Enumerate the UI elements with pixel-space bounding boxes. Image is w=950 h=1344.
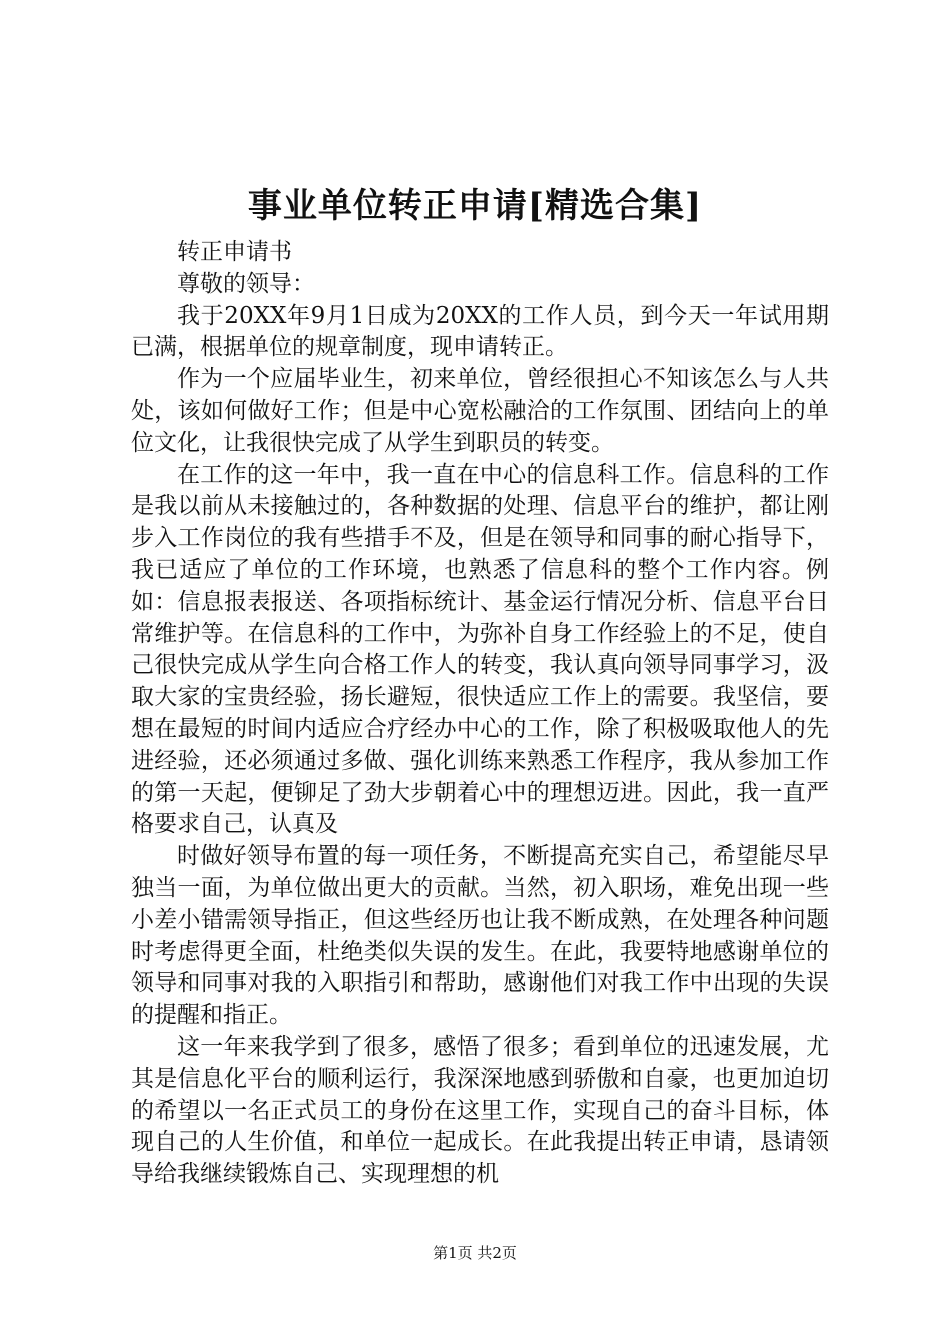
page-number-footer: 第1页 共2页	[433, 1244, 517, 1262]
paragraph: 在工作的这一年中，我一直在中心的信息科工作。信息科的工作是我以前从未接触过的，各种数据的处理、信息平台的维护，都让刚步入工作岗位的我有些措手不及，但是在领导和同事的耐心指导下，我已适应了单位的工作环境，也熟悉了信息科的整个工作内容。例如：信息报表报送、各项指标统计、基金运行情况分析、信息平台日常维护等。在信息科的工作中，为弥补自身工作经验上的不足，使自己很快完成从学生向合格工作人的转变，我认真向领导同事学习，汲取大家的宝贵经验，扬长避短，很快适应工作上的需要。我坚信，要想在最短的时间内适应合疗经办中心的工作，除了积极吸取他人的先进经验，还必须通过多做、强化训练来熟悉工作程序，我从参加工作的第一天起，便铆足了劲大步朝着心中的理想迈进。因此，我一直严格要求自己，认真及	[131, 461, 829, 838]
paragraph-salutation: 尊敬的领导：	[177, 270, 315, 297]
document-body	[131, 237, 829, 1191]
page-title: 事业单位转正申请[精选合集]	[247, 186, 703, 226]
paragraph: 我于20XX年9月1日成为20XX的工作人员，到今天一年试用期已满，根据单位的规章制度，现申请转正。	[131, 302, 829, 361]
paragraph: 这一年来我学到了很多，感悟了很多；看到单位的迅速发展，尤其是信息化平台的顺利运行，我深深地感到骄傲和自豪，也更加迫切的希望以一名正式员工的身份在这里工作，实现自己的奋斗目标，体现自己的人生价值，和单位一起成长。在此我提出转正申请，恳请领导给我继续锻炼自己、实现理想的机	[131, 1033, 829, 1188]
paragraph-heading: 转正申请书	[177, 239, 292, 265]
paragraph: 作为一个应届毕业生，初来单位，曾经很担心不知该怎么与人共处，该如何做好工作；但是中心宽松融洽的工作氛围、团结向上的单位文化，让我很快完成了从学生到职员的转变。	[131, 366, 829, 456]
paragraph: 时做好领导布置的每一项任务，不断提高充实自己，希望能尽早独当一面，为单位做出更大的贡献。当然，初入职场，难免出现一些小差小错需领导指正，但这些经历也让我不断成熟，在处理各种问题时考虑得更全面，杜绝类似失误的发生。在此，我要特地感谢单位的领导和同事对我的入职指引和帮助，感谢他们对我工作中出现的失误的提醒和指正。	[131, 843, 829, 1029]
